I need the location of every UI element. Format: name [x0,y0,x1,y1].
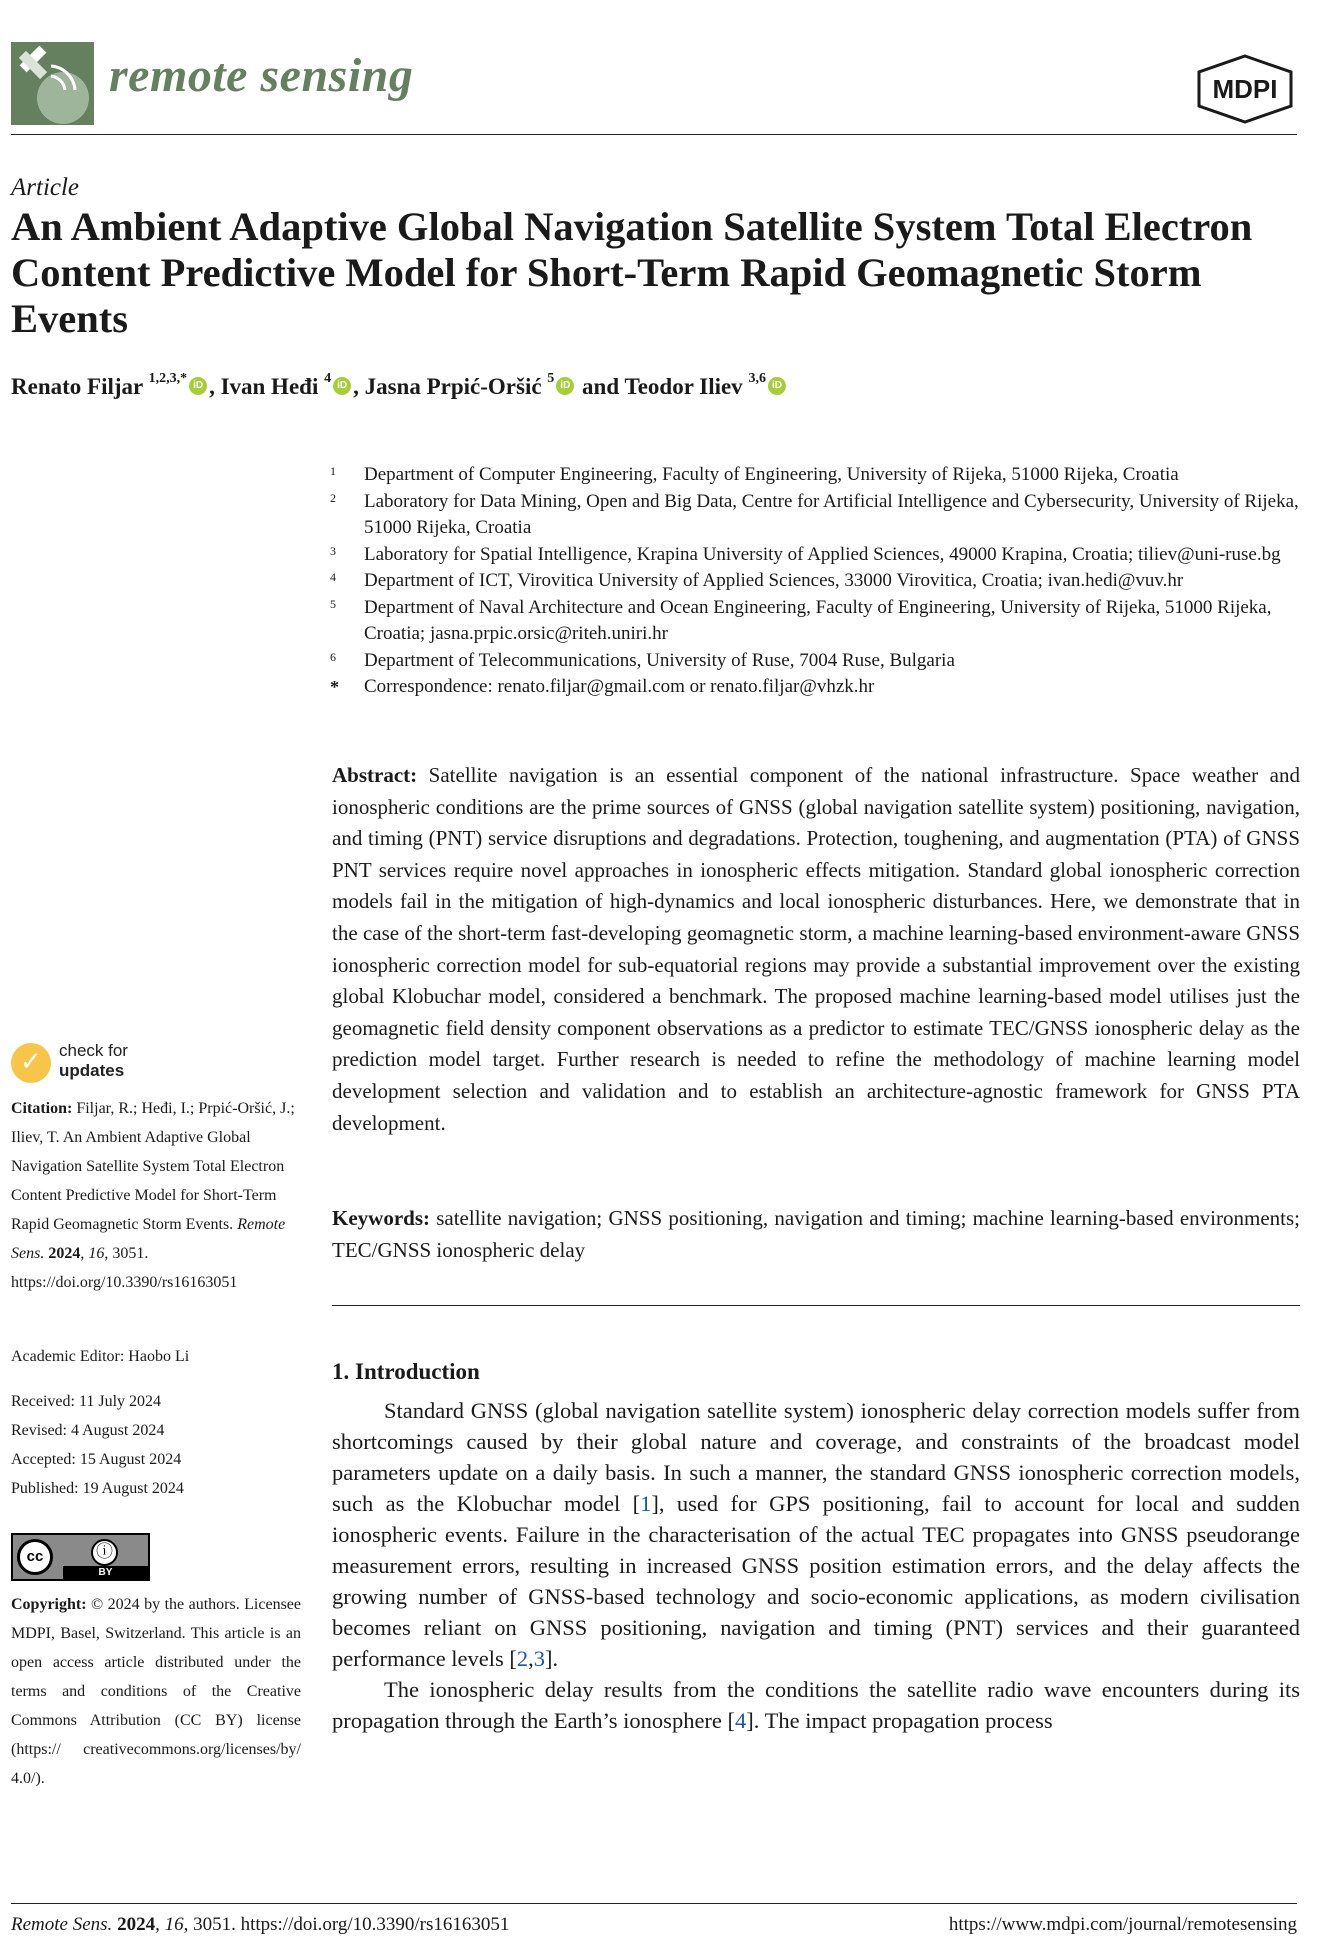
footer-volume: 16 [164,1914,184,1935]
affiliation-number: 3 [330,543,336,558]
author-affiliation-marks: 4 [324,371,332,386]
footer-year: 2024 [117,1914,156,1935]
author-separator: , [353,374,365,399]
author-name: Ivan Heđi [220,374,319,399]
citation-doi[interactable]: , 3051. https://doi.org/10.3390/rs16163051 [11,1245,238,1291]
citation-volume: 16 [88,1245,105,1262]
citation-journal: Remote Sens. [11,1216,286,1262]
date-received: Received: 11 July 2024 [11,1393,162,1410]
affiliation-item [330,674,1300,701]
affiliation-text: Department of Computer Engineering, Faculty of Engineering, University of Rijeka, 51000 Rijeka, Croatia [364,464,1179,485]
cc-by-label: BY [63,1566,148,1579]
author-name: Renato Filjar [11,374,143,399]
author-affiliation-marks: 5 [547,371,555,386]
date-published: Published: 19 August 2024 [11,1480,184,1497]
mdpi-logo[interactable] [1193,54,1297,124]
paragraph-text: The ionospheric delay results from the conditions the satellite radio wave encounters during its propagation through the Earth’s ionosphere [ [332,1677,1300,1733]
affiliation-item [330,542,1300,569]
article-title: An Ambient Adaptive Global Navigation Satellite System Total Electron Content Predictive Model for Short-Term Rapid Geomagnetic Storm Events [11,204,1253,341]
keywords [332,1203,1300,1266]
header-rule [11,134,1297,135]
check-for-updates-badge[interactable] [11,1041,151,1086]
author-list [11,371,788,400]
affiliation-item [330,462,1300,489]
author-name: Teodor Iliev [624,374,743,399]
citation-link[interactable]: 1 [640,1491,652,1516]
copyright-label: Copyright: [11,1596,87,1613]
section-divider [332,1305,1300,1306]
footer-journal: Remote Sens. [11,1914,113,1935]
author-separator: , [209,374,221,399]
orcid-icon[interactable]: iD [333,377,351,395]
journal-logo [11,42,94,125]
abstract-label: Abstract: [332,763,418,787]
abstract-text: Satellite navigation is an essential component of the national infrastructure. Space weather and ionospheric conditions are the prime sources of GNSS (global navigation satellite system) positioning, navigation, and timing (PNT) service disruptions and degradations. Protection, toughening, and augmentation (PTA) of GNSS PNT services require novel approaches in ionospheric effects mitigation. Standard global ionospheric correction models fail in the mitigation of high-dynamics and local ionospheric disturbances. Here, we demonstrate that in the case of the short-term fast-developing geomagnetic storm, a machine learning-based environment-aware GNSS ionospheric correction model for sub-equatorial regions may provide a substantial improvement over the existing global Klobuchar model, considered a benchmark. The proposed machine learning-based model utilises just the geomagnetic field density component observations as a predictor to estimate TEC/GNSS ionospheric delay as the prediction model target. Further research is needed to refine the methodology of machine learning model development selection and validation and to establish an architecture-agnostic framework for GNSS PTA development. [332,763,1300,1135]
date-revised: Revised: 4 August 2024 [11,1422,165,1439]
orcid-icon[interactable]: iD [768,377,786,395]
author-name: Jasna Prpić-Oršić [364,374,542,399]
copyright-block [11,1590,301,1793]
check-updates-line1: check for [59,1041,128,1060]
attribution-person-icon: ⓘ [91,1539,118,1566]
footer-rule [11,1903,1297,1904]
citation-block: Citation: Filjar, R.; Heđi, I.; Prpić-Oršić, J.; Iliev, T. An Ambient Adaptive Global Navigation Satellite System Total Electron Content Predictive Model for Short-Term Rapid Geomagnetic Storm Events. Remote Sens. 2024, 16, 3051. https://doi.org/10.3390/rs16163051 [11,1100,295,1291]
checkmark-icon: ✓ [20,1047,42,1077]
citation-year: 2024 [48,1245,81,1262]
author-separator: and [576,374,625,399]
affiliation-text: Department of Naval Architecture and Ocean Engineering, Faculty of Engineering, University of Rijeka, 51000 Rijeka, Croatia; jasna.prpic.orsic@riteh.uniri.hr [364,596,1272,644]
orcid-icon[interactable]: iD [189,377,207,395]
footer-doi[interactable]: , 3051. https://doi.org/10.3390/rs16163051 [183,1914,510,1935]
affiliation-item [330,648,1300,675]
affiliation-number: 5 [330,596,336,611]
citation-link[interactable]: 4 [735,1708,747,1733]
affiliation-number: * [330,677,339,697]
citation-label: Citation: [11,1100,73,1117]
satellite-earth-icon [11,42,94,125]
intro-paragraph-1 [332,1395,1300,1674]
mdpi-logo-text: MDPI [1212,74,1278,104]
affiliation-text: Correspondence: renato.filjar@gmail.com or renato.filjar@vhzk.hr [364,676,875,697]
affiliation-item [330,489,1300,542]
check-updates-line2: updates [59,1061,125,1080]
affiliation-text: Laboratory for Data Mining, Open and Big Data, Centre for Artificial Intelligence and Cybersecurity, University of Rijeka, 51000 Rijeka, Croatia [364,490,1299,538]
introduction-body [332,1395,1300,1736]
affiliation-item [330,595,1300,648]
cc-icon: cc [17,1539,53,1575]
section-heading: 1. Introduction [332,1359,480,1384]
affiliation-text: Laboratory for Spatial Intelligence, Krapina University of Applied Sciences, 49000 Krapina, Croatia; tiliev@uni-ruse.bg [364,543,1281,565]
footer-journal-url[interactable]: https://www.mdpi.com/journal/remotesensing [948,1914,1297,1935]
article-type: Article [11,174,80,201]
affiliation-text: Department of Telecommunications, University of Ruse, 7004 Ruse, Bulgaria [364,649,955,671]
author-affiliation-marks: 3,6 [748,371,766,386]
keywords-text: satellite navigation; GNSS positioning, navigation and timing; machine learning-based environments; TEC/GNSS ionospheric delay [332,1206,1301,1262]
affiliations [330,462,1300,701]
affiliation-number: 6 [330,649,336,664]
publication-dates [11,1387,301,1503]
citation-link[interactable]: 2 [516,1646,529,1671]
affiliation-text: Department of ICT, Virovitica University of Applied Sciences, 33000 Virovitica, Croatia; ivan.hedi@vuv.hr [364,570,1184,591]
journal-name[interactable]: remote sensing [109,49,414,102]
affiliation-number: 2 [330,490,336,505]
paragraph-text: ], used for GPS positioning, fail to account for local and sudden ionospheric events. Failure in the characterisation of the actual TEC propagates into GNSS pseudorange measurement errors, resulting in increased GNSS position estimation errors, and the delay affects the growing number of GNSS-based technology and socio-economic applications, as modern civilisation becomes reliant on GNSS positioning, navigation and timing (PNT) services and their guaranteed performance levels [ [332,1491,1300,1671]
orcid-icon[interactable]: iD [556,377,574,395]
abstract [332,760,1300,1139]
paragraph-text: ]. The impact propagation process [746,1708,1053,1733]
affiliation-number: 1 [330,464,336,478]
paragraph-text: Standard GNSS (global navigation satellite system) ionospheric delay correction models suffer from shortcomings caused by their global nature and coverage, and constraints of the broadcast model parameters update on a daily basis. In such a manner, the standard GNSS ionospheric correction models, such as the Klobuchar model [ [332,1398,1300,1516]
citation-text: Filjar, R.; Heđi, I.; Prpić-Oršić, J.; Iliev, T. An Ambient Adaptive Global Navigation Satellite System Total Electron Content Predictive Model for Short-Term Rapid Geomagnetic Storm Events. [11,1100,295,1233]
copyright-text: © 2024 by the authors. Licensee MDPI, Basel, Switzerland. This article is an open access article distributed under the terms and conditions of the Creative Commons Attribution (CC BY) license (https:// creativecommons.org/licenses/by/ 4.0/). [11,1596,302,1787]
affiliation-item [330,568,1300,595]
citation-link[interactable]: 3 [533,1646,546,1671]
date-accepted: Accepted: 15 August 2024 [11,1451,182,1468]
paragraph-text: , [528,1646,534,1671]
footer-citation: Remote Sens. 2024, 16, 3051. https://doi.org/10.3390/rs16163051 [11,1914,510,1935]
keywords-label: Keywords: [332,1206,430,1230]
academic-editor: Academic Editor: Haobo Li [11,1348,190,1365]
author-affiliation-marks: 1,2,3,* [148,371,188,386]
paragraph-text: ]. [545,1646,559,1671]
cc-by-license-badge[interactable] [11,1533,150,1581]
intro-paragraph-2 [332,1674,1300,1736]
affiliation-number: 4 [330,570,336,584]
